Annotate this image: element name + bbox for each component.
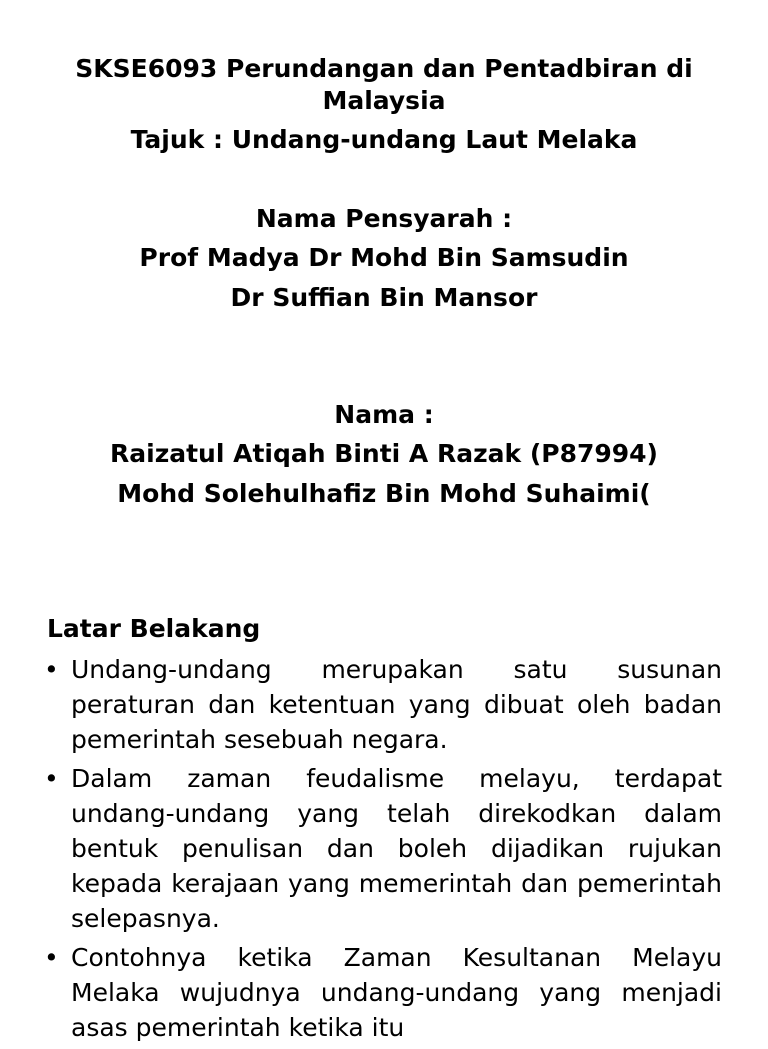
lecturer-name: Prof Madya Dr Mohd Bin Samsudin	[139, 243, 629, 272]
student-name: Raizatul Atiqah Binti A Razak (P87994)	[110, 439, 658, 468]
bullet-icon: •	[44, 655, 59, 684]
student-name: Mohd Solehulhafiz Bin Mohd Suhaimi(	[117, 479, 651, 508]
bullet-text: Undang-undang merupakan satu susunan peraturan dan ketentuan yang dibuat oleh badan pemerintah sesebuah negara.	[71, 655, 722, 754]
course-title: SKSE6093 Perundangan dan Pentadbiran di Malaysia	[75, 54, 693, 115]
bullet-list	[40, 652, 722, 1049]
student-heading: Nama :	[334, 400, 434, 429]
bullet-text: Dalam zaman feudalisme melayu, terdapat undang-undang yang telah direkodkan dalam bentuk penulisan dan boleh dijadikan rujukan kepada kerajaan yang memerintah dan pemerintah selepasnya.	[71, 764, 722, 933]
section-heading: Latar Belakang	[47, 614, 261, 643]
topic-title: Tajuk : Undang-undang Laut Melaka	[130, 125, 638, 154]
bullet-icon: •	[44, 943, 59, 972]
bullet-item	[40, 761, 722, 936]
bullet-item	[40, 652, 722, 757]
bullet-text: Contohnya ketika Zaman Kesultanan Melayu Melaka wujudnya undang-undang yang menjadi asas pemerintah ketika itu	[71, 943, 722, 1042]
bullet-item	[40, 940, 722, 1045]
bullet-icon: •	[44, 764, 59, 793]
lecturer-heading: Nama Pensyarah :	[255, 204, 513, 233]
lecturer-name: Dr Suffian Bin Mansor	[230, 283, 538, 312]
